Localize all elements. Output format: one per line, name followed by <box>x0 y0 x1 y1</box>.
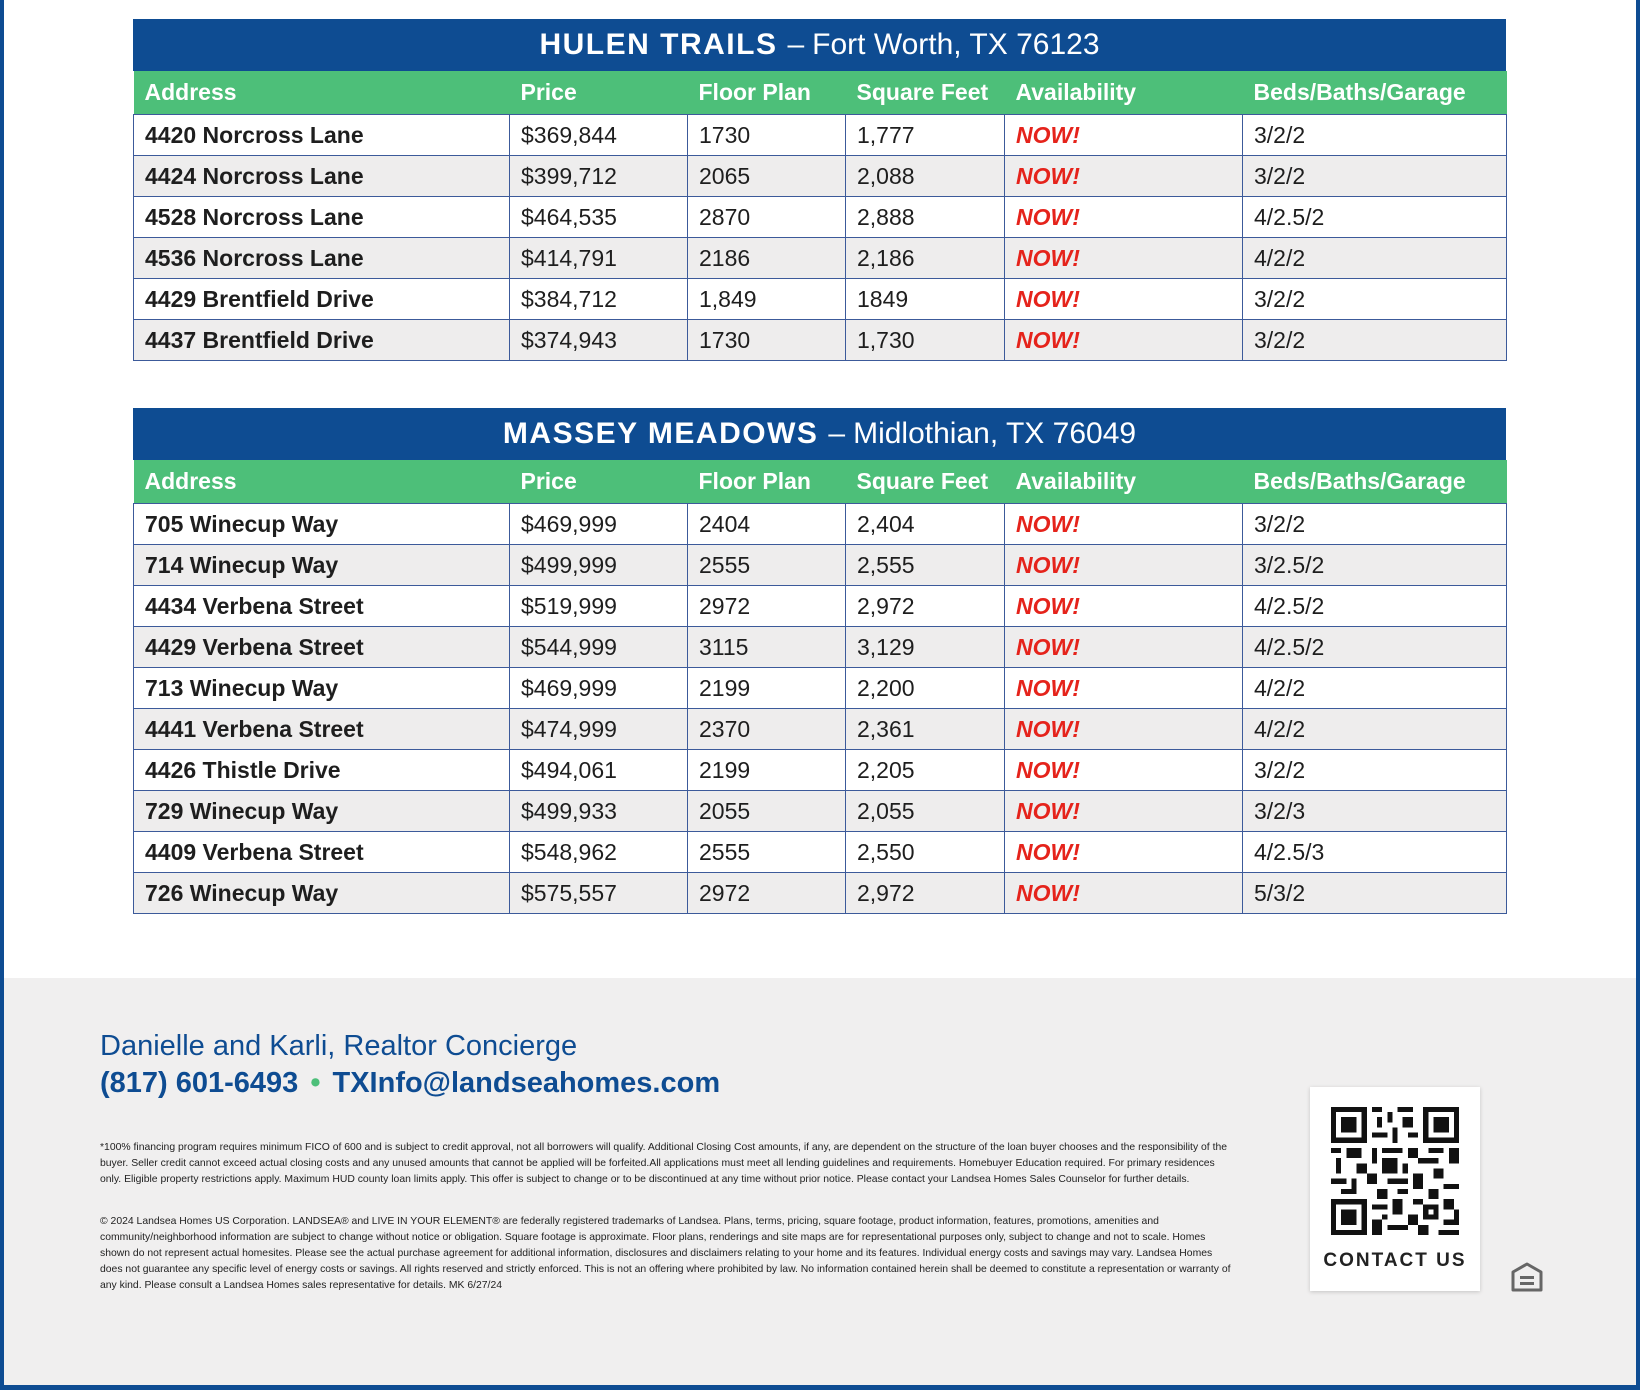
beds-baths-garage-cell: 4/2.5/2 <box>1243 586 1507 627</box>
column-header-beds-baths-garage: Beds/Baths/Garage <box>1243 71 1507 115</box>
price-cell: $494,061 <box>510 750 688 791</box>
price-cell: $464,535 <box>510 197 688 238</box>
contact-us-label: CONTACT US <box>1323 1250 1467 1271</box>
address-cell: 4528 Norcross Lane <box>134 197 510 238</box>
beds-baths-garage-cell: 4/2.5/2 <box>1243 627 1507 668</box>
square-feet-cell: 1,730 <box>846 320 1005 361</box>
contact-details <box>100 1067 720 1100</box>
table-row <box>134 504 1507 545</box>
square-feet-cell: 2,550 <box>846 832 1005 873</box>
column-header-availability: Availability <box>1005 460 1243 504</box>
floor-plan-cell: 2870 <box>688 197 846 238</box>
address-cell: 4424 Norcross Lane <box>134 156 510 197</box>
column-header-floor-plan: Floor Plan <box>688 460 846 504</box>
contact-footer <box>4 978 1636 1385</box>
column-header-address: Address <box>134 71 510 115</box>
availability-cell: NOW! <box>1005 156 1243 197</box>
address-cell: 4437 Brentfield Drive <box>134 320 510 361</box>
table-row <box>134 197 1507 238</box>
table-row <box>134 545 1507 586</box>
table-row <box>134 627 1507 668</box>
table-row <box>134 709 1507 750</box>
column-header-square-feet: Square Feet <box>846 460 1005 504</box>
price-cell: $374,943 <box>510 320 688 361</box>
price-cell: $544,999 <box>510 627 688 668</box>
community-location: Midlothian, TX 76049 <box>853 417 1137 450</box>
table-row <box>134 668 1507 709</box>
table-row <box>134 873 1507 914</box>
address-cell: 4536 Norcross Lane <box>134 238 510 279</box>
table-row <box>134 279 1507 320</box>
column-header-beds-baths-garage: Beds/Baths/Garage <box>1243 460 1507 504</box>
price-cell: $369,844 <box>510 115 688 156</box>
address-cell: 4434 Verbena Street <box>134 586 510 627</box>
hulen-trails-listing <box>133 19 1506 361</box>
price-cell: $414,791 <box>510 238 688 279</box>
floor-plan-cell: 1730 <box>688 115 846 156</box>
square-feet-cell: 2,200 <box>846 668 1005 709</box>
massey-meadows-table <box>133 460 1507 914</box>
table-header-row <box>134 460 1507 504</box>
address-cell: 713 Winecup Way <box>134 668 510 709</box>
floor-plan-cell: 2370 <box>688 709 846 750</box>
concierge-name: Danielle and Karli, Realtor Concierge <box>100 1030 578 1062</box>
address-cell: 729 Winecup Way <box>134 791 510 832</box>
square-feet-cell: 2,205 <box>846 750 1005 791</box>
beds-baths-garage-cell: 3/2/2 <box>1243 750 1507 791</box>
qr-contact-card[interactable] <box>1310 1087 1480 1291</box>
column-header-price: Price <box>510 71 688 115</box>
floor-plan-cell: 2555 <box>688 832 846 873</box>
price-cell: $499,999 <box>510 545 688 586</box>
hulen-trails-table <box>133 71 1507 361</box>
availability-cell: NOW! <box>1005 238 1243 279</box>
floor-plan-cell: 2972 <box>688 873 846 914</box>
financing-disclaimer: *100% financing program requires minimum FICO of 600 and is subject to credit approval, not all borrowers will qualify. Additional Closing Cost amounts, if any, are dependent on the structure of the loan buyer chooses and the responsibility of the buyer. Seller credit cannot exceed actual closing costs and any unused amounts that cannot be applied will be forfeited.All applications must meet all lending guidelines and requirements. Homebuyer Education required. For primary residences only. Eligible property restrictions apply. Maximum HUD county loan limits apply. This offer is subject to change or to be discontinued at any time without prior notice. Please contact your Landsea Homes Sales Counselor for further details. <box>100 1142 1228 1185</box>
beds-baths-garage-cell: 3/2/2 <box>1243 320 1507 361</box>
column-header-price: Price <box>510 460 688 504</box>
address-cell: 726 Winecup Way <box>134 873 510 914</box>
square-feet-cell: 1849 <box>846 279 1005 320</box>
price-cell: $575,557 <box>510 873 688 914</box>
floor-plan-cell: 2055 <box>688 791 846 832</box>
availability-cell: NOW! <box>1005 197 1243 238</box>
community-name: HULEN TRAILS <box>539 28 778 61</box>
availability-cell: NOW! <box>1005 320 1243 361</box>
floor-plan-cell: 3115 <box>688 627 846 668</box>
address-cell: 4429 Verbena Street <box>134 627 510 668</box>
email-link[interactable]: TXInfo@landseahomes.com <box>332 1067 721 1099</box>
availability-cell: NOW! <box>1005 668 1243 709</box>
price-cell: $499,933 <box>510 791 688 832</box>
beds-baths-garage-cell: 3/2/2 <box>1243 156 1507 197</box>
header-separator: – <box>828 417 846 450</box>
hulen-trails-header <box>133 19 1506 71</box>
table-row <box>134 832 1507 873</box>
beds-baths-garage-cell: 3/2/2 <box>1243 279 1507 320</box>
address-cell: 4429 Brentfield Drive <box>134 279 510 320</box>
availability-cell: NOW! <box>1005 545 1243 586</box>
availability-cell: NOW! <box>1005 279 1243 320</box>
table-row <box>134 115 1507 156</box>
square-feet-cell: 2,404 <box>846 504 1005 545</box>
table-row <box>134 320 1507 361</box>
square-feet-cell: 2,888 <box>846 197 1005 238</box>
beds-baths-garage-cell: 3/2/2 <box>1243 504 1507 545</box>
square-feet-cell: 3,129 <box>846 627 1005 668</box>
square-feet-cell: 2,055 <box>846 791 1005 832</box>
beds-baths-garage-cell: 4/2/2 <box>1243 238 1507 279</box>
availability-cell: NOW! <box>1005 832 1243 873</box>
page-border-right <box>1636 0 1640 1390</box>
floor-plan-cell: 2199 <box>688 750 846 791</box>
price-cell: $474,999 <box>510 709 688 750</box>
price-cell: $469,999 <box>510 668 688 709</box>
price-cell: $548,962 <box>510 832 688 873</box>
page-border-bottom <box>0 1385 1640 1390</box>
qr-code-icon <box>1331 1107 1459 1235</box>
column-header-address: Address <box>134 460 510 504</box>
square-feet-cell: 2,555 <box>846 545 1005 586</box>
floor-plan-cell: 2065 <box>688 156 846 197</box>
square-feet-cell: 2,186 <box>846 238 1005 279</box>
floor-plan-cell: 2404 <box>688 504 846 545</box>
price-cell: $399,712 <box>510 156 688 197</box>
address-cell: 705 Winecup Way <box>134 504 510 545</box>
column-header-square-feet: Square Feet <box>846 71 1005 115</box>
address-cell: 714 Winecup Way <box>134 545 510 586</box>
availability-cell: NOW! <box>1005 115 1243 156</box>
price-cell: $384,712 <box>510 279 688 320</box>
availability-cell: NOW! <box>1005 873 1243 914</box>
equal-housing-opportunity-icon <box>1510 1261 1544 1293</box>
beds-baths-garage-cell: 5/3/2 <box>1243 873 1507 914</box>
price-cell: $469,999 <box>510 504 688 545</box>
price-cell: $519,999 <box>510 586 688 627</box>
table-row <box>134 791 1507 832</box>
address-cell: 4426 Thistle Drive <box>134 750 510 791</box>
table-row <box>134 750 1507 791</box>
availability-cell: NOW! <box>1005 750 1243 791</box>
floor-plan-cell: 2199 <box>688 668 846 709</box>
table-row <box>134 156 1507 197</box>
beds-baths-garage-cell: 4/2/2 <box>1243 668 1507 709</box>
table-header-row <box>134 71 1507 115</box>
square-feet-cell: 2,361 <box>846 709 1005 750</box>
address-cell: 4441 Verbena Street <box>134 709 510 750</box>
floor-plan-cell: 2972 <box>688 586 846 627</box>
floor-plan-cell: 2555 <box>688 545 846 586</box>
floor-plan-cell: 2186 <box>688 238 846 279</box>
address-cell: 4409 Verbena Street <box>134 832 510 873</box>
community-location: Fort Worth, TX 76123 <box>812 28 1100 61</box>
beds-baths-garage-cell: 4/2.5/2 <box>1243 197 1507 238</box>
beds-baths-garage-cell: 4/2/2 <box>1243 709 1507 750</box>
phone-link[interactable]: (817) 601-6493 <box>100 1067 299 1099</box>
availability-cell: NOW! <box>1005 709 1243 750</box>
massey-meadows-listing <box>133 408 1506 914</box>
square-feet-cell: 2,088 <box>846 156 1005 197</box>
address-cell: 4420 Norcross Lane <box>134 115 510 156</box>
massey-meadows-header <box>133 408 1506 460</box>
beds-baths-garage-cell: 3/2/3 <box>1243 791 1507 832</box>
availability-cell: NOW! <box>1005 627 1243 668</box>
header-separator: – <box>787 28 805 61</box>
floor-plan-cell: 1,849 <box>688 279 846 320</box>
legal-disclaimer: © 2024 Landsea Homes US Corporation. LANDSEA® and LIVE IN YOUR ELEMENT® are federally registered trademarks of Landsea. Plans, terms, pricing, square footage, product information, features, promotions, amenities and community/neighborhood information are subject to change without notice or obligation. Square footage is approximate. Floor plans, renderings and site maps are for representational purposes only, subject to change and not to scale. Homes shown do not represent actual homesites. Please see the actual purchase agreement for additional information, disclosures and disclaimers relating to your home and its features. Individual energy costs and savings may vary. Landsea Homes does not guarantee any specific level of energy costs or savings. All rights reserved and strictly enforced. This is not an offering where prohibited by law. No information contained herein shall be deemed to constitute a representation or warranty of any kind. Please consult a Landsea Homes sales representative for details. MK 6/27/24 <box>100 1216 1231 1291</box>
table-row <box>134 238 1507 279</box>
column-header-floor-plan: Floor Plan <box>688 71 846 115</box>
square-feet-cell: 2,972 <box>846 586 1005 627</box>
availability-cell: NOW! <box>1005 791 1243 832</box>
availability-cell: NOW! <box>1005 504 1243 545</box>
beds-baths-garage-cell: 4/2.5/3 <box>1243 832 1507 873</box>
community-name: MASSEY MEADOWS <box>502 417 819 450</box>
availability-cell: NOW! <box>1005 586 1243 627</box>
square-feet-cell: 1,777 <box>846 115 1005 156</box>
square-feet-cell: 2,972 <box>846 873 1005 914</box>
table-row <box>134 586 1507 627</box>
beds-baths-garage-cell: 3/2.5/2 <box>1243 545 1507 586</box>
beds-baths-garage-cell: 3/2/2 <box>1243 115 1507 156</box>
bullet-separator: • <box>310 1067 321 1099</box>
floor-plan-cell: 1730 <box>688 320 846 361</box>
column-header-availability: Availability <box>1005 71 1243 115</box>
